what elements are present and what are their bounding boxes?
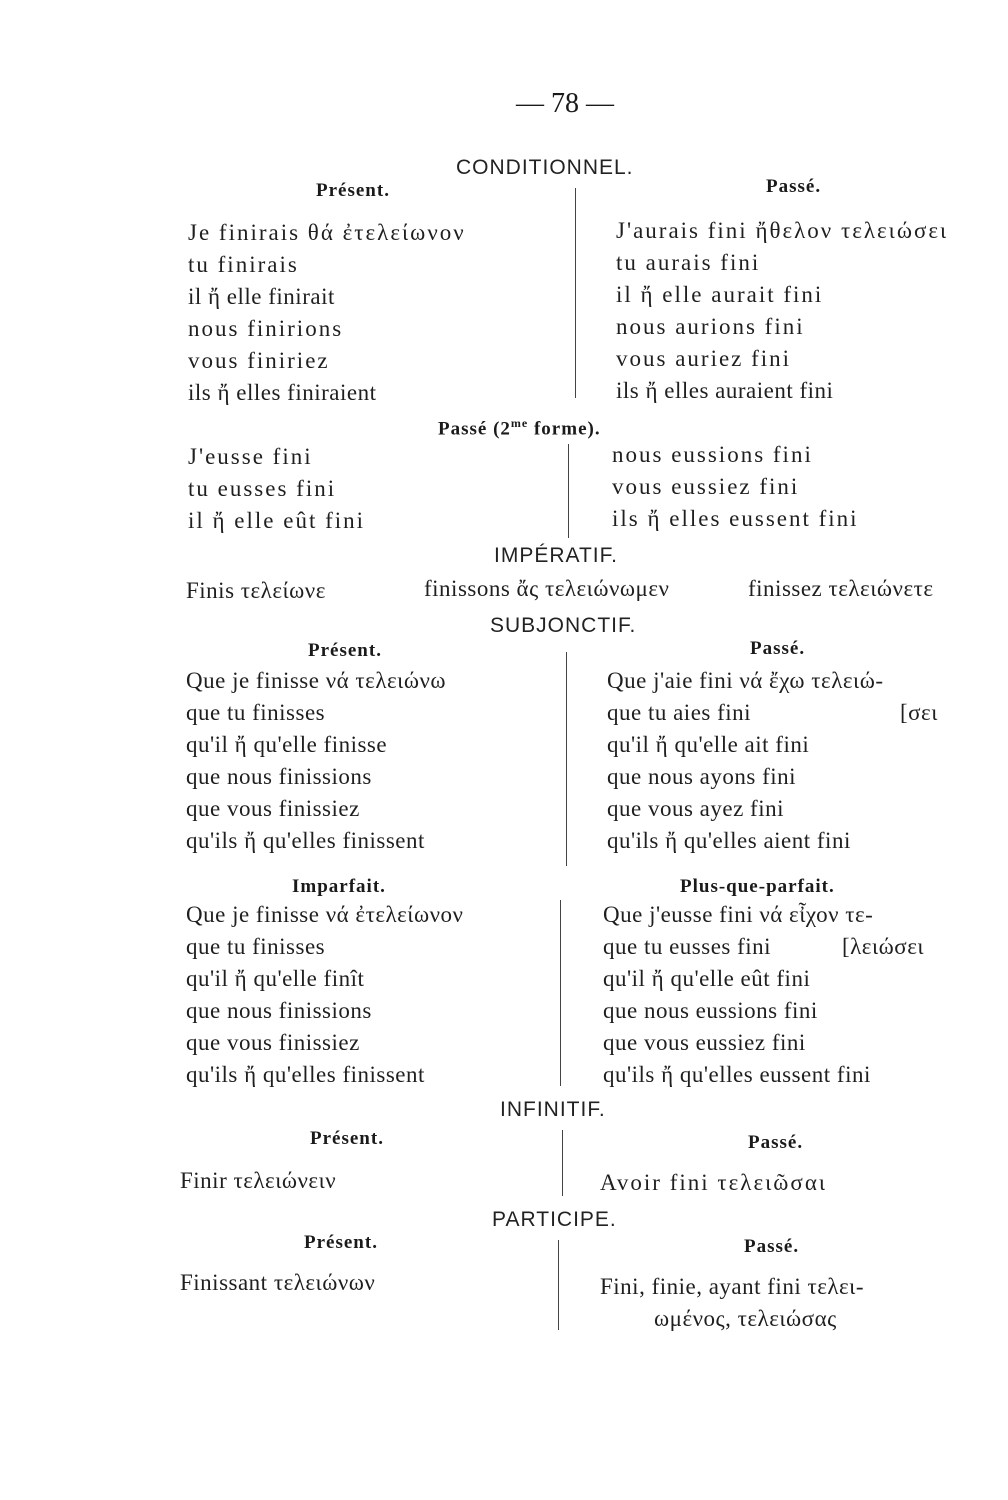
- column-divider: [568, 444, 569, 538]
- conjugation-line: que tu aies fini: [607, 700, 752, 725]
- section-heading-subjonctif: SUBJONCTIF.: [490, 614, 637, 637]
- column-divider: [562, 1130, 563, 1196]
- subheading-present: Présent.: [310, 1128, 384, 1149]
- conjugation-line: que vous ayez fini: [607, 796, 784, 821]
- conjugation-line: Finissant τελειώνων: [180, 1270, 376, 1295]
- subheading-present: Présent.: [308, 640, 382, 661]
- page-number: — 78 —: [516, 88, 614, 119]
- conjugation-line: qu'il ἤ qu'elle ait fini: [607, 732, 810, 757]
- conjugation-line: qu'ils ἤ qu'elles finissent: [186, 1062, 425, 1087]
- section-heading-infinitif: INFINITIF.: [500, 1098, 606, 1121]
- conjugation-line: Que j'aie fini νά ἔχω τελειώ-: [607, 668, 884, 693]
- conjugation-line: ωμένος, τελειώσας: [654, 1306, 837, 1331]
- subheading-passe: Passé.: [766, 176, 822, 197]
- conjugation-line: qu'il ἤ qu'elle finisse: [186, 732, 388, 757]
- section-heading-participe: PARTICIPE.: [492, 1208, 617, 1231]
- conjugation-line: Que je finisse νά ἐτελείωνον: [186, 902, 464, 927]
- conjugation-line: Avoir fini τελειῶσαι: [600, 1170, 828, 1195]
- conjugation-line: tu finirais: [188, 252, 299, 277]
- continuation-fragment: [σει: [900, 700, 938, 725]
- conjugation-line: ils ἤ elles auraient fini: [616, 378, 834, 403]
- subheading-passe: Passé.: [744, 1236, 800, 1257]
- conjugation-line: qu'ils ἤ qu'elles eussent fini: [603, 1062, 871, 1087]
- conjugation-line: que tu finisses: [186, 700, 326, 725]
- conjugation-line: Je finirais θά ἐτελείωνον: [188, 220, 466, 245]
- conjugation-line: vous auriez fini: [616, 346, 792, 371]
- conjugation-line: que vous finissiez: [186, 1030, 360, 1055]
- conjugation-line: nous aurions fini: [616, 314, 805, 339]
- subheading-present: Présent.: [316, 180, 390, 201]
- conjugation-line: il ἤ elle aurait fini: [616, 282, 824, 307]
- conjugation-line: que nous eussions fini: [603, 998, 818, 1023]
- conjugation-line: qu'ils ἤ qu'elles aient fini: [607, 828, 851, 853]
- conjugation-line: Fini, finie, ayant fini τελει-: [600, 1274, 865, 1299]
- conjugation-line: il ἤ elle finirait: [188, 284, 335, 309]
- conjugation-line: ils ἤ elles finiraient: [188, 380, 377, 405]
- conjugation-line: Que j'eusse fini νά εἶχον τε-: [603, 902, 874, 927]
- subheading-passe-2e-forme: Passé ($2^{me}$ forme).: [438, 416, 601, 440]
- column-divider: [560, 900, 561, 1086]
- imperatif-item: finissons ἄς τελειώνωμεν: [424, 576, 670, 601]
- conjugation-line: que nous finissions: [186, 998, 372, 1023]
- conjugation-line: qu'il ἤ qu'elle finît: [186, 966, 365, 991]
- conjugation-line: que tu eusses fini: [603, 934, 772, 959]
- subheading-passe: Passé.: [748, 1132, 804, 1153]
- conjugation-line: J'aurais fini ἤθελον τελειώσει: [616, 218, 949, 243]
- conjugation-line: vous finiriez: [188, 348, 330, 373]
- conjugation-line: nous finirions: [188, 316, 344, 341]
- section-heading-imperatif: IMPÉRATIF.: [494, 544, 618, 567]
- conjugation-line: Que je finisse νά τελειώνω: [186, 668, 446, 693]
- conjugation-line: tu aurais fini: [616, 250, 761, 275]
- section-heading-conditionnel: CONDITIONNEL.: [456, 156, 634, 179]
- conjugation-line: il ἤ elle eût fini: [188, 508, 366, 533]
- conjugation-line: tu eusses fini: [188, 476, 337, 501]
- subheading-plus-que-parfait: Plus-que-parfait.: [680, 876, 835, 897]
- conjugation-line: que vous eussiez fini: [603, 1030, 806, 1055]
- subheading-present: Présent.: [304, 1232, 378, 1253]
- conjugation-line: J'eusse fini: [188, 444, 313, 469]
- conjugation-line: que vous finissiez: [186, 796, 360, 821]
- imperatif-item: Finis τελείωνε: [186, 578, 326, 603]
- conjugation-line: Finir τελειώνειν: [180, 1168, 337, 1193]
- continuation-fragment: [λειώσει: [842, 934, 925, 959]
- imperatif-item: finissez τελειώνετε: [748, 576, 934, 601]
- conjugation-line: qu'ils ἤ qu'elles finissent: [186, 828, 425, 853]
- subheading-imparfait: Imparfait.: [292, 876, 386, 897]
- column-divider: [575, 188, 576, 398]
- conjugation-line: que nous finissions: [186, 764, 372, 789]
- subheading-passe: Passé.: [750, 638, 806, 659]
- conjugation-line: que nous ayons fini: [607, 764, 797, 789]
- conjugation-line: nous eussions fini: [612, 442, 813, 467]
- column-divider: [558, 1240, 559, 1330]
- conjugation-line: vous eussiez fini: [612, 474, 800, 499]
- conjugation-line: qu'il ἤ qu'elle eût fini: [603, 966, 811, 991]
- conjugation-line: que tu finisses: [186, 934, 326, 959]
- column-divider: [566, 652, 567, 866]
- conjugation-line: ils ἤ elles eussent fini: [612, 506, 859, 531]
